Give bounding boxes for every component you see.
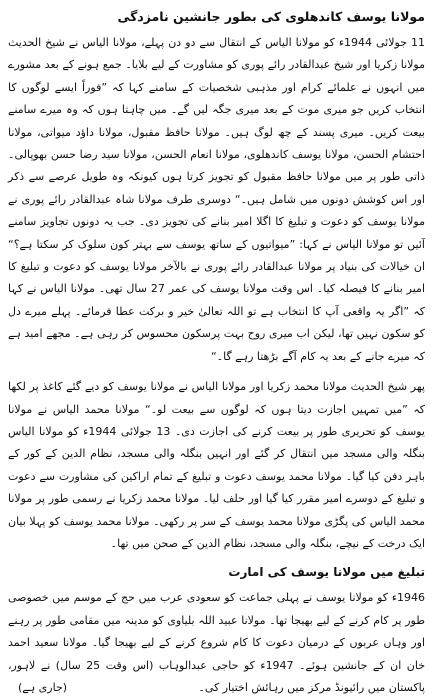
article-title: مولانا یوسف کاندھلوی کی بطور جانشین نامزدگی — [117, 9, 425, 24]
article-paragraph-3-text: 1946ء کو مولانا یوسف نے پہلی جماعت کو سعودی عرب میں حج کے موسم میں خصوصی طور پر کام کرنے کے لیے بھیجا تھا۔ مولانا عبید اللہ بلیاوی کو مدینہ میں مقامی طور پر رہنے اور وہاں عربوں کے درمیان دعوت کا کام شروع کرنے کے لیے بھیجا گیا۔ مولانا سعید احمد خان ان کے جانشین ہوئے۔ 1947ء کو حاجی عبدالوہاب (اس وقت 25 سال) نے لاہور، پاکستان میں رائیونڈ مرکز میں رہائش اختیار کی۔ — [8, 591, 425, 694]
article-paragraph-3 — [8, 587, 425, 699]
article-paragraph-2: پھر شیخ الحدیث مولانا محمد زکریا اور مولانا الیاس نے مولانا یوسف کو دیے گئے کاغذ پر لکھا کہ ”میں تمہیں اجازت دیتا ہوں کہ لوگوں سے بیعت لو۔“ مولانا محمد الیاس نے مولانا یوسف کو تحریری طور پر بیعت کرنے کی اجازت دی۔ 13 جولائی 1944ء کو مولانا الیاس بنگلہ والی مسجد میں انتقال کر گئے اور انہیں بنگلہ والی مسجد، نظام الدین کے کور کے باہر دفن کیا گیا۔ مولانا محمد یوسف دعوت و تبلیغ کے تمام اراکین کی مشاورت سے دعوت و تبلیغ کے دوسرے امیر مقرر کیا گیا اور حلف لیا۔ مولانا محمد زکریا نے رسمی طور پر مولانا محمد الیاس کی پگڑی مولانا محمد یوسف کے سر پر رکھی۔ مولانا محمد یوسف کو پہلا بیان ایک درخت کے نیچے، بنگلہ والی مسجد، نظام الدین کے صحن میں تھا۔ — [8, 380, 425, 550]
article-paragraph-1: 11 جولائی 1944ء کو مولانا الیاس کے انتقال سے دو دن پہلے، مولانا الیاس نے شیخ الحدیث مولانا زکریا اور شیخ عبدالقادر رائے پوری کو مشاورت کے لیے بلایا۔ جمع ہونے کے بعد مشورے میں انہوں نے علمائے کرام اور مذہبی شخصیات کے سامنے کہا کہ ”فوراً ایسے لوگوں کا انتخاب کریں جو میری موت کے بعد میری جگہ لیں گے۔ میں چاہتا ہوں کہ وہ میرے سامنے بیعت کریں۔ میری پسند کے چھ لوگ ہیں۔ مولانا حافظ مقبول، مولانا داؤد میواتی، مولانا احتشام الحسن، مولانا یوسف کاندھلوی، مولانا انعام الحسن، مولانا سید رضا حسن بھوپالی۔ ذاتی طور پر میں مولانا حافظ مقبول کو تجویز کرتا ہوں کیونکہ وہ طویل عرصے سے ذکر اور اس کوشش دونوں میں شامل ہیں۔“ دوسری طرف مولانا شاہ عبدالقادر رائے پوری نے مولانا یوسف کو دعوت و تبلیغ کا اگلا امیر بنانے کی تجویز دی۔ جب یہ دونوں تجاویز سامنے آئیں تو مولانا الیاس نے کہا: ”میواتیوں کے ساتھ یوسف سے بہتر کون سلوک کر سکتا ہے؟“ ان خیالات کی بنیاد پر مولانا عبدالقادر رائے پوری نے بالآخر مولانا یوسف کو دعوت و تبلیغ کا امیر بنانے کا فیصلہ کیا۔ اس وقت مولانا یوسف کی عمر 27 سال تھی۔ مولانا الیاس نے کہا کہ ”اگر یہ واقعی آپ کا انتخاب ہے تو اللہ تعالیٰ خیر و برکت عطا فرمائے۔ پہلے میرے دل کو سکون نہیں تھا، لیکن اب میری روح بہت پرسکون محسوس کر رہی ہے۔ مجھے امید ہے کہ میرے جانے کے بعد یہ کام آگے بڑھتا رہے گا۔“ — [8, 36, 426, 363]
section-heading: تبلیغ میں مولانا یوسف کی امارت — [228, 565, 425, 580]
continued-label: (جاری ہے) — [18, 680, 68, 694]
